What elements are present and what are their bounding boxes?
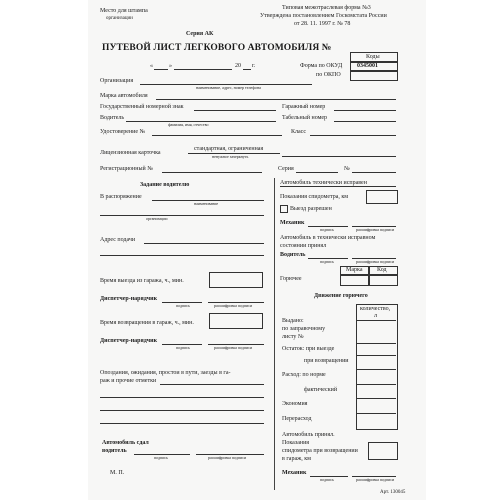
reg-number-line[interactable]: [352, 172, 396, 173]
fuel-code-header: Код: [377, 267, 387, 273]
accepted-signature-hint: подпись: [320, 259, 334, 264]
okpo-label: по ОКПО: [316, 72, 341, 78]
odometer-box[interactable]: [366, 190, 398, 204]
stamp-area-label: Место для штампа: [100, 8, 148, 14]
approval-date: от 28. 11. 1997 г. № 78: [294, 21, 351, 27]
fuel-movement-title: Движение горючего: [314, 293, 368, 299]
odo-return-box[interactable]: [368, 442, 398, 460]
qty-row-2: [356, 343, 396, 344]
form-series: Серия АК: [186, 31, 214, 37]
accepted-decode-hint: расшифровка подписи: [356, 259, 395, 264]
seal-place: М. П.: [110, 470, 125, 476]
garage-no-label: Гаражный номер: [282, 104, 326, 110]
address-label: Адрес подачи: [100, 237, 136, 243]
odo-return-label-3: в гараж, км: [282, 456, 311, 462]
driver-label: Водитель: [100, 115, 125, 121]
qty-row-7: [356, 413, 396, 414]
fuel-code-box[interactable]: [368, 274, 398, 286]
reg-no-label: Регистрационный №: [100, 166, 153, 172]
garage-no-line[interactable]: [334, 110, 396, 111]
exit-allowed-label: Выезд разрешен: [290, 206, 332, 212]
quantity-header: количество,: [360, 306, 391, 312]
tab-no-label: Табельный номер: [282, 115, 328, 121]
class-line[interactable]: [310, 135, 396, 136]
form-title: ПУТЕВОЙ ЛИСТ ЛЕГКОВОГО АВТОМОБИЛЯ №: [102, 43, 332, 53]
at-disposal-hint: наименование: [194, 201, 219, 206]
mechanic-2-signature-hint: подпись: [320, 477, 334, 482]
qty-row-5: [356, 384, 396, 385]
stamp-area-sublabel: организации: [106, 16, 133, 21]
reg-number-label: №: [344, 166, 350, 172]
overuse-label: Перерасход: [282, 416, 312, 422]
waybill-form: [88, 0, 426, 500]
car-accepted-label: Автомобиль принял.: [282, 432, 335, 438]
delays-label-line1: Опоздания, ожидания, простои в пути, заезды в га-: [100, 370, 231, 376]
task-title: Задание водителю: [140, 182, 190, 188]
okpo-box[interactable]: [350, 70, 398, 81]
norm-use-label: Расход: по норме: [282, 372, 326, 378]
accepted-driver-label: Водитель: [280, 252, 306, 258]
economy-label: Экономия: [282, 401, 308, 407]
by-card-label-2: листу №: [282, 334, 304, 340]
column-divider: [274, 178, 275, 490]
qty-row-6: [356, 398, 396, 399]
car-ok-label: Автомобиль технически исправен: [280, 180, 367, 186]
date-year-unit: г.: [252, 63, 256, 69]
state-plate-label: Государственный номерной знак: [100, 104, 184, 110]
qty-row-1: [356, 320, 396, 321]
car-handed-decode-hint: расшифровка подписи: [208, 455, 247, 460]
mechanic-label: Механик: [280, 220, 305, 226]
signature-hint-2: подпись: [176, 345, 190, 350]
state-plate-line[interactable]: [194, 110, 276, 111]
car-handed-signature-hint: подпись: [154, 455, 168, 460]
mechanic-decode-hint: расшифровка подписи: [356, 227, 395, 232]
organization-sub-hint: организации: [146, 216, 168, 221]
delays-line-1[interactable]: [160, 384, 264, 385]
accepted-label-1: Автомобиль в технически исправном: [280, 235, 376, 241]
remain-label: Остаток: при выезде: [282, 346, 335, 352]
quantity-unit: л: [374, 313, 377, 319]
codes-header: Коды: [366, 54, 380, 60]
odo-return-label: Показания: [282, 440, 310, 446]
license-line[interactable]: [152, 135, 282, 136]
date-month-line[interactable]: [174, 69, 232, 70]
issued-label: Выдано:: [282, 318, 304, 324]
return-time-label: Время возвращения в гараж, ч., мин.: [100, 320, 194, 326]
signature-decode-hint-2: расшифровка подписи: [214, 345, 253, 350]
car-handed-label: Автомобиль сдал: [102, 440, 149, 446]
signature-hint-1: подпись: [176, 303, 190, 308]
odo-return-label-2: спидометра при возвращении: [282, 448, 358, 454]
dispatcher-label-1: Диспетчер-нарядчик: [100, 296, 158, 302]
actual-use-label: фактический: [304, 387, 338, 393]
dispatcher-label-2: Диспетчер-нарядчик: [100, 338, 158, 344]
reg-series-line[interactable]: [296, 172, 338, 173]
at-disposal-line-2[interactable]: [100, 215, 264, 216]
qty-row-4: [356, 369, 396, 370]
date-year-prefix: 20: [235, 63, 241, 69]
fuel-quantity-column: [356, 304, 398, 430]
driver-hint: фамилия, имя, отчество: [168, 122, 209, 127]
accepted-label-2: состоянии принял: [280, 243, 327, 249]
license-card-options[interactable]: стандартная, ограниченная: [194, 146, 264, 152]
car-make-label: Марка автомобиля: [100, 93, 148, 99]
delays-label-line2: раж и прочие отметки: [100, 378, 157, 384]
mechanic-2-decode-hint: расшифровка подписи: [356, 477, 395, 482]
license-card-extra-line[interactable]: [282, 156, 396, 157]
qty-row-3: [356, 355, 396, 356]
reg-series-label: Серия: [278, 166, 294, 172]
article-number: Арт. 130045: [380, 490, 406, 495]
depart-time-label: Время выезда из гаража, ч., мин.: [100, 278, 184, 284]
class-label: Класс: [291, 129, 306, 135]
at-disposal-label: В распоряжение: [100, 194, 142, 200]
exit-allowed-checkbox[interactable]: [280, 205, 288, 213]
mechanic-2-label: Механик: [282, 470, 307, 476]
car-handed-driver-label: водитель: [102, 448, 127, 454]
delays-line-2[interactable]: [100, 397, 264, 398]
reg-no-line[interactable]: [162, 172, 262, 173]
delays-line-3[interactable]: [100, 410, 264, 411]
okud-label: Форма по ОКУД: [300, 63, 343, 69]
tab-no-line[interactable]: [334, 121, 396, 122]
date-day-line[interactable]: [154, 69, 168, 70]
approval-note: Утверждена постановлением Госкомстата России: [260, 13, 387, 19]
license-card-label: Лицензионная карточка: [100, 150, 161, 156]
car-ok-line: [280, 186, 396, 187]
form-type-note: Типовая межотраслевая форма №3: [282, 5, 371, 11]
license-card-hint: ненужное зачеркнуть: [212, 154, 249, 159]
return-time-box[interactable]: [209, 313, 263, 329]
organization-hint: наименование, адрес, номер телефона: [196, 85, 261, 90]
delays-line-4[interactable]: [100, 423, 264, 424]
date-year-line[interactable]: [243, 69, 251, 70]
license-label: Удостоверение №: [100, 129, 146, 135]
fuel-brand-box[interactable]: [340, 274, 370, 286]
mechanic-signature-hint: подпись: [320, 227, 334, 232]
on-return-label: при возвращении: [304, 358, 349, 364]
by-card-label: по заправочному: [282, 326, 326, 332]
okud-value: 0345001: [357, 63, 378, 69]
signature-decode-hint-1: расшифровка подписи: [214, 303, 253, 308]
organization-label: Организация: [100, 78, 134, 84]
date-open-quote: «: [150, 63, 153, 69]
fuel-brand-header: Марка: [346, 267, 363, 273]
odometer-label: Показания спидометра, км: [280, 194, 349, 200]
address-line-2[interactable]: [100, 255, 264, 256]
address-line[interactable]: [144, 243, 264, 244]
depart-time-box[interactable]: [209, 272, 263, 288]
date-close-quote: »: [169, 63, 172, 69]
fuel-label: Горючее: [280, 276, 302, 282]
car-make-line[interactable]: [156, 99, 396, 100]
